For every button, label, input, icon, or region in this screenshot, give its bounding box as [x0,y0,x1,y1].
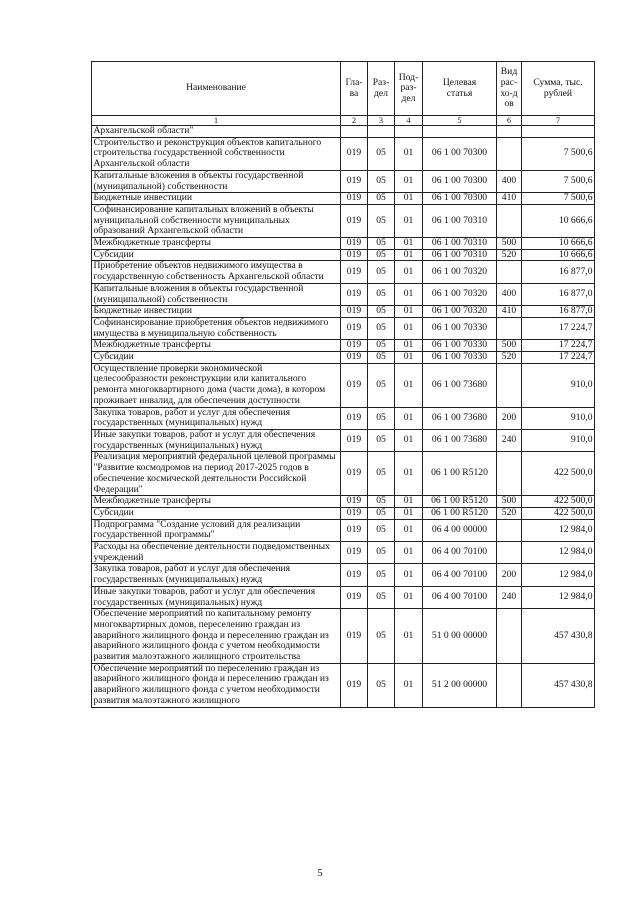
row-target: 06 1 00 70300 [423,170,497,192]
row-amount: 422 500,0 [522,507,595,519]
table-row [92,586,595,608]
table-row [92,249,595,261]
row-subsection: 01 [395,193,423,205]
row-name: Архангельской области" [92,126,341,138]
row-subsection: 01 [395,452,423,496]
table-row [92,170,595,192]
row-expense-type [497,126,522,138]
row-name: Обеспечение мероприятий по капитальному ремонту многоквартирных домов, переселению граждан из аварийного жилищного фонда и переселению граждан из аварийного жилищного фонда с учетом необходимости развития малоэтажного жилищного строительства [92,609,341,664]
table-row [92,261,595,283]
row-chapter: 019 [341,407,368,429]
row-subsection: 01 [395,204,423,237]
header-target-text: Целевая статья [442,76,477,99]
row-section: 05 [368,193,395,205]
row-expense-type [497,519,522,541]
row-target [423,126,497,138]
row-name: Расходы на обеспечение деятельности подведомственных учреждений [92,542,341,564]
row-chapter [341,126,368,138]
row-name: Бюджетные инвестиции [92,193,341,205]
row-section: 05 [368,261,395,283]
row-target: 06 1 00 73680 [423,429,497,451]
row-section: 05 [368,306,395,318]
row-name: Капитальные вложения в объекты государственной (муниципальной) собственности [92,283,341,305]
row-subsection: 01 [395,564,423,586]
column-number-row [92,116,595,126]
row-name: Межбюджетные трансферты [92,496,341,508]
row-subsection: 01 [395,340,423,352]
row-subsection: 01 [395,352,423,364]
row-section: 05 [368,204,395,237]
row-section: 05 [368,496,395,508]
row-expense-type [497,204,522,237]
header-subsection-text: Под-раз-дел [398,71,419,104]
row-expense-type: 240 [497,586,522,608]
table-row [92,542,595,564]
row-subsection: 01 [395,137,423,170]
row-section [368,126,395,138]
row-expense-type: 400 [497,283,522,305]
row-expense-type: 500 [497,496,522,508]
table-row [92,317,595,339]
header-expense-type [497,62,522,116]
table-row [92,352,595,364]
table-row [92,496,595,508]
row-expense-type: 500 [497,238,522,250]
row-name: Субсидии [92,249,341,261]
row-name: Иные закупки товаров, работ и услуг для обеспечения государственных (муниципальных) нужд [92,429,341,451]
row-expense-type: 520 [497,249,522,261]
row-target: 06 4 00 70100 [423,586,497,608]
row-amount: 457 430,8 [522,609,595,664]
row-expense-type: 240 [497,429,522,451]
row-name: Закупка товаров, работ и услуг для обеспечения государственных (муниципальных) нужд [92,407,341,429]
row-amount: 12 984,0 [522,586,595,608]
row-section: 05 [368,352,395,364]
row-name: Субсидии [92,352,341,364]
row-amount: 12 984,0 [522,564,595,586]
header-target [423,62,497,116]
row-target: 06 1 00 70310 [423,238,497,250]
row-expense-type: 200 [497,564,522,586]
row-section: 05 [368,507,395,519]
row-target: 06 1 00 70330 [423,340,497,352]
row-subsection: 01 [395,429,423,451]
row-amount: 910,0 [522,429,595,451]
row-section: 05 [368,137,395,170]
table-row [92,283,595,305]
row-section: 05 [368,663,395,707]
column-number: 7 [522,116,595,126]
table-row [92,363,595,407]
table-row [92,306,595,318]
row-chapter: 019 [341,238,368,250]
row-expense-type [497,137,522,170]
row-subsection: 01 [395,542,423,564]
row-subsection: 01 [395,283,423,305]
row-amount: 10 666,6 [522,249,595,261]
row-name: Закупка товаров, работ и услуг для обеспечения государственных (муниципальных) нужд [92,564,341,586]
row-target: 06 1 00 R5120 [423,507,497,519]
row-amount: 10 666,6 [522,204,595,237]
table-row [92,238,595,250]
row-target: 06 1 00 R5120 [423,452,497,496]
row-chapter: 019 [341,193,368,205]
row-chapter: 019 [341,249,368,261]
row-name: Капитальные вложения в объекты государственной (муниципальной) собственности [92,170,341,192]
row-section: 05 [368,564,395,586]
row-amount: 17 224,7 [522,352,595,364]
row-name: Субсидии [92,507,341,519]
row-amount: 16 877,0 [522,261,595,283]
table-row [92,407,595,429]
row-subsection: 01 [395,306,423,318]
row-chapter: 019 [341,542,368,564]
row-target: 06 1 00 70300 [423,193,497,205]
row-subsection: 01 [395,507,423,519]
row-chapter: 019 [341,137,368,170]
row-name: Осуществление проверки экономической целесообразности реконструкции или капитального ремонта многоквартирного дома (части дома), в котором проживает инвалид, для обеспечения доступности [92,363,341,407]
row-expense-type: 400 [497,170,522,192]
row-section: 05 [368,170,395,192]
row-expense-type: 200 [497,407,522,429]
row-chapter: 019 [341,519,368,541]
header-amount [522,62,595,116]
row-subsection: 01 [395,238,423,250]
row-amount: 16 877,0 [522,283,595,305]
row-chapter: 019 [341,363,368,407]
row-expense-type: 520 [497,507,522,519]
row-amount: 10 666,6 [522,238,595,250]
row-section: 05 [368,609,395,664]
row-expense-type [497,261,522,283]
table-row [92,204,595,237]
row-chapter: 019 [341,507,368,519]
row-target: 06 1 00 R5120 [423,496,497,508]
row-expense-type: 500 [497,340,522,352]
row-chapter: 019 [341,452,368,496]
table-row [92,193,595,205]
row-target: 06 1 00 70310 [423,204,497,237]
row-chapter: 019 [341,586,368,608]
row-chapter: 019 [341,283,368,305]
row-expense-type [497,317,522,339]
row-name: Реализация мероприятий федеральной целевой программы "Развитие космодромов на период 2017-2025 годов в обеспечение космической деятельности Российской Федерации" [92,452,341,496]
budget-table [91,61,595,708]
row-chapter: 019 [341,663,368,707]
row-section: 05 [368,452,395,496]
row-chapter: 019 [341,609,368,664]
row-subsection: 01 [395,249,423,261]
table-row [92,519,595,541]
row-target: 06 4 00 70100 [423,542,497,564]
row-section: 05 [368,429,395,451]
row-target: 06 1 00 73680 [423,407,497,429]
row-subsection: 01 [395,407,423,429]
page-number: 5 [317,868,323,879]
row-amount: 7 500,6 [522,193,595,205]
row-section: 05 [368,340,395,352]
row-target: 06 1 00 70320 [423,261,497,283]
column-number: 1 [92,116,341,126]
row-section: 05 [368,542,395,564]
row-section: 05 [368,407,395,429]
row-amount: 7 500,6 [522,137,595,170]
row-expense-type [497,452,522,496]
row-name: Строительство и реконструкция объектов капитального строительства государственной собственности Архангельской области [92,137,341,170]
table-row [92,663,595,707]
header-name: Наименование [92,62,341,116]
row-target: 06 1 00 70300 [423,137,497,170]
row-chapter: 019 [341,317,368,339]
row-name: Софинансирование приобретения объектов недвижимого имущества в муниципальную собственность [92,317,341,339]
row-expense-type: 410 [497,193,522,205]
column-number: 4 [395,116,423,126]
row-section: 05 [368,363,395,407]
row-name: Иные закупки товаров, работ и услуг для обеспечения государственных (муниципальных) нужд [92,586,341,608]
row-amount: 422 500,0 [522,496,595,508]
row-expense-type: 520 [497,352,522,364]
row-amount: 457 430,8 [522,663,595,707]
header-section-text: Раз-дел [372,76,390,99]
row-expense-type [497,663,522,707]
column-number: 6 [497,116,522,126]
row-subsection: 01 [395,170,423,192]
row-subsection: 01 [395,519,423,541]
table-row [92,126,595,138]
table-row [92,340,595,352]
table-row [92,429,595,451]
row-name: Бюджетные инвестиции [92,306,341,318]
row-amount: 7 500,6 [522,170,595,192]
column-number: 2 [341,116,368,126]
row-subsection [395,126,423,138]
row-name: Приобретение объектов недвижимого имущества в государственную собственность Архангельской области [92,261,341,283]
row-subsection: 01 [395,663,423,707]
row-amount: 910,0 [522,407,595,429]
row-subsection: 01 [395,609,423,664]
column-number: 3 [368,116,395,126]
header-section [368,62,395,116]
row-amount: 17 224,7 [522,317,595,339]
row-section: 05 [368,317,395,339]
row-target: 06 4 00 70100 [423,564,497,586]
row-chapter: 019 [341,204,368,237]
row-chapter: 019 [341,564,368,586]
row-section: 05 [368,238,395,250]
row-name: Софинансирование капитальных вложений в объекты муниципальной собственности муниципальных образований Архангельской области [92,204,341,237]
row-name: Межбюджетные трансферты [92,340,341,352]
row-target: 06 1 00 70330 [423,317,497,339]
row-subsection: 01 [395,586,423,608]
row-target: 06 1 00 70330 [423,352,497,364]
row-subsection: 01 [395,317,423,339]
table-body [92,126,595,708]
row-name: Обеспечение мероприятий по переселению граждан из аварийного жилищного фонда и переселению граждан из аварийного жилищного фонда с учетом необходимости развития малоэтажного жилищного [92,663,341,707]
row-target: 51 2 00 00000 [423,663,497,707]
row-subsection: 01 [395,363,423,407]
row-name: Подпрограмма "Создание условий для реализации государственной программы" [92,519,341,541]
row-target: 06 1 00 73680 [423,363,497,407]
header-amount-text: Сумма, тыс. рублей [533,76,583,99]
table-row [92,137,595,170]
row-target: 06 1 00 70320 [423,283,497,305]
column-number: 5 [423,116,497,126]
row-amount: 910,0 [522,363,595,407]
row-subsection: 01 [395,261,423,283]
row-amount: 16 877,0 [522,306,595,318]
row-chapter: 019 [341,352,368,364]
table-row [92,564,595,586]
row-chapter: 019 [341,340,368,352]
row-amount: 12 984,0 [522,519,595,541]
row-amount [522,126,595,138]
row-section: 05 [368,519,395,541]
row-amount: 17 224,7 [522,340,595,352]
row-expense-type: 410 [497,306,522,318]
row-chapter: 019 [341,429,368,451]
row-target: 06 1 00 70310 [423,249,497,261]
row-section: 05 [368,283,395,305]
table-row [92,507,595,519]
header-expense-type-text: Вид рас-хо-дов [500,66,518,110]
header-chapter-text: Гла-ва [345,76,363,99]
table-row [92,609,595,664]
row-expense-type [497,363,522,407]
row-subsection: 01 [395,496,423,508]
row-amount: 12 984,0 [522,542,595,564]
header-row [92,62,595,116]
row-target: 06 4 00 00000 [423,519,497,541]
row-chapter: 019 [341,306,368,318]
header-subsection [395,62,423,116]
row-section: 05 [368,249,395,261]
row-expense-type [497,542,522,564]
row-amount: 422 500,0 [522,452,595,496]
row-chapter: 019 [341,261,368,283]
table-row [92,452,595,496]
row-expense-type [497,609,522,664]
row-chapter: 019 [341,496,368,508]
row-section: 05 [368,586,395,608]
header-chapter [341,62,368,116]
row-target: 51 0 00 00000 [423,609,497,664]
row-target: 06 1 00 70320 [423,306,497,318]
row-name: Межбюджетные трансферты [92,238,341,250]
row-chapter: 019 [341,170,368,192]
